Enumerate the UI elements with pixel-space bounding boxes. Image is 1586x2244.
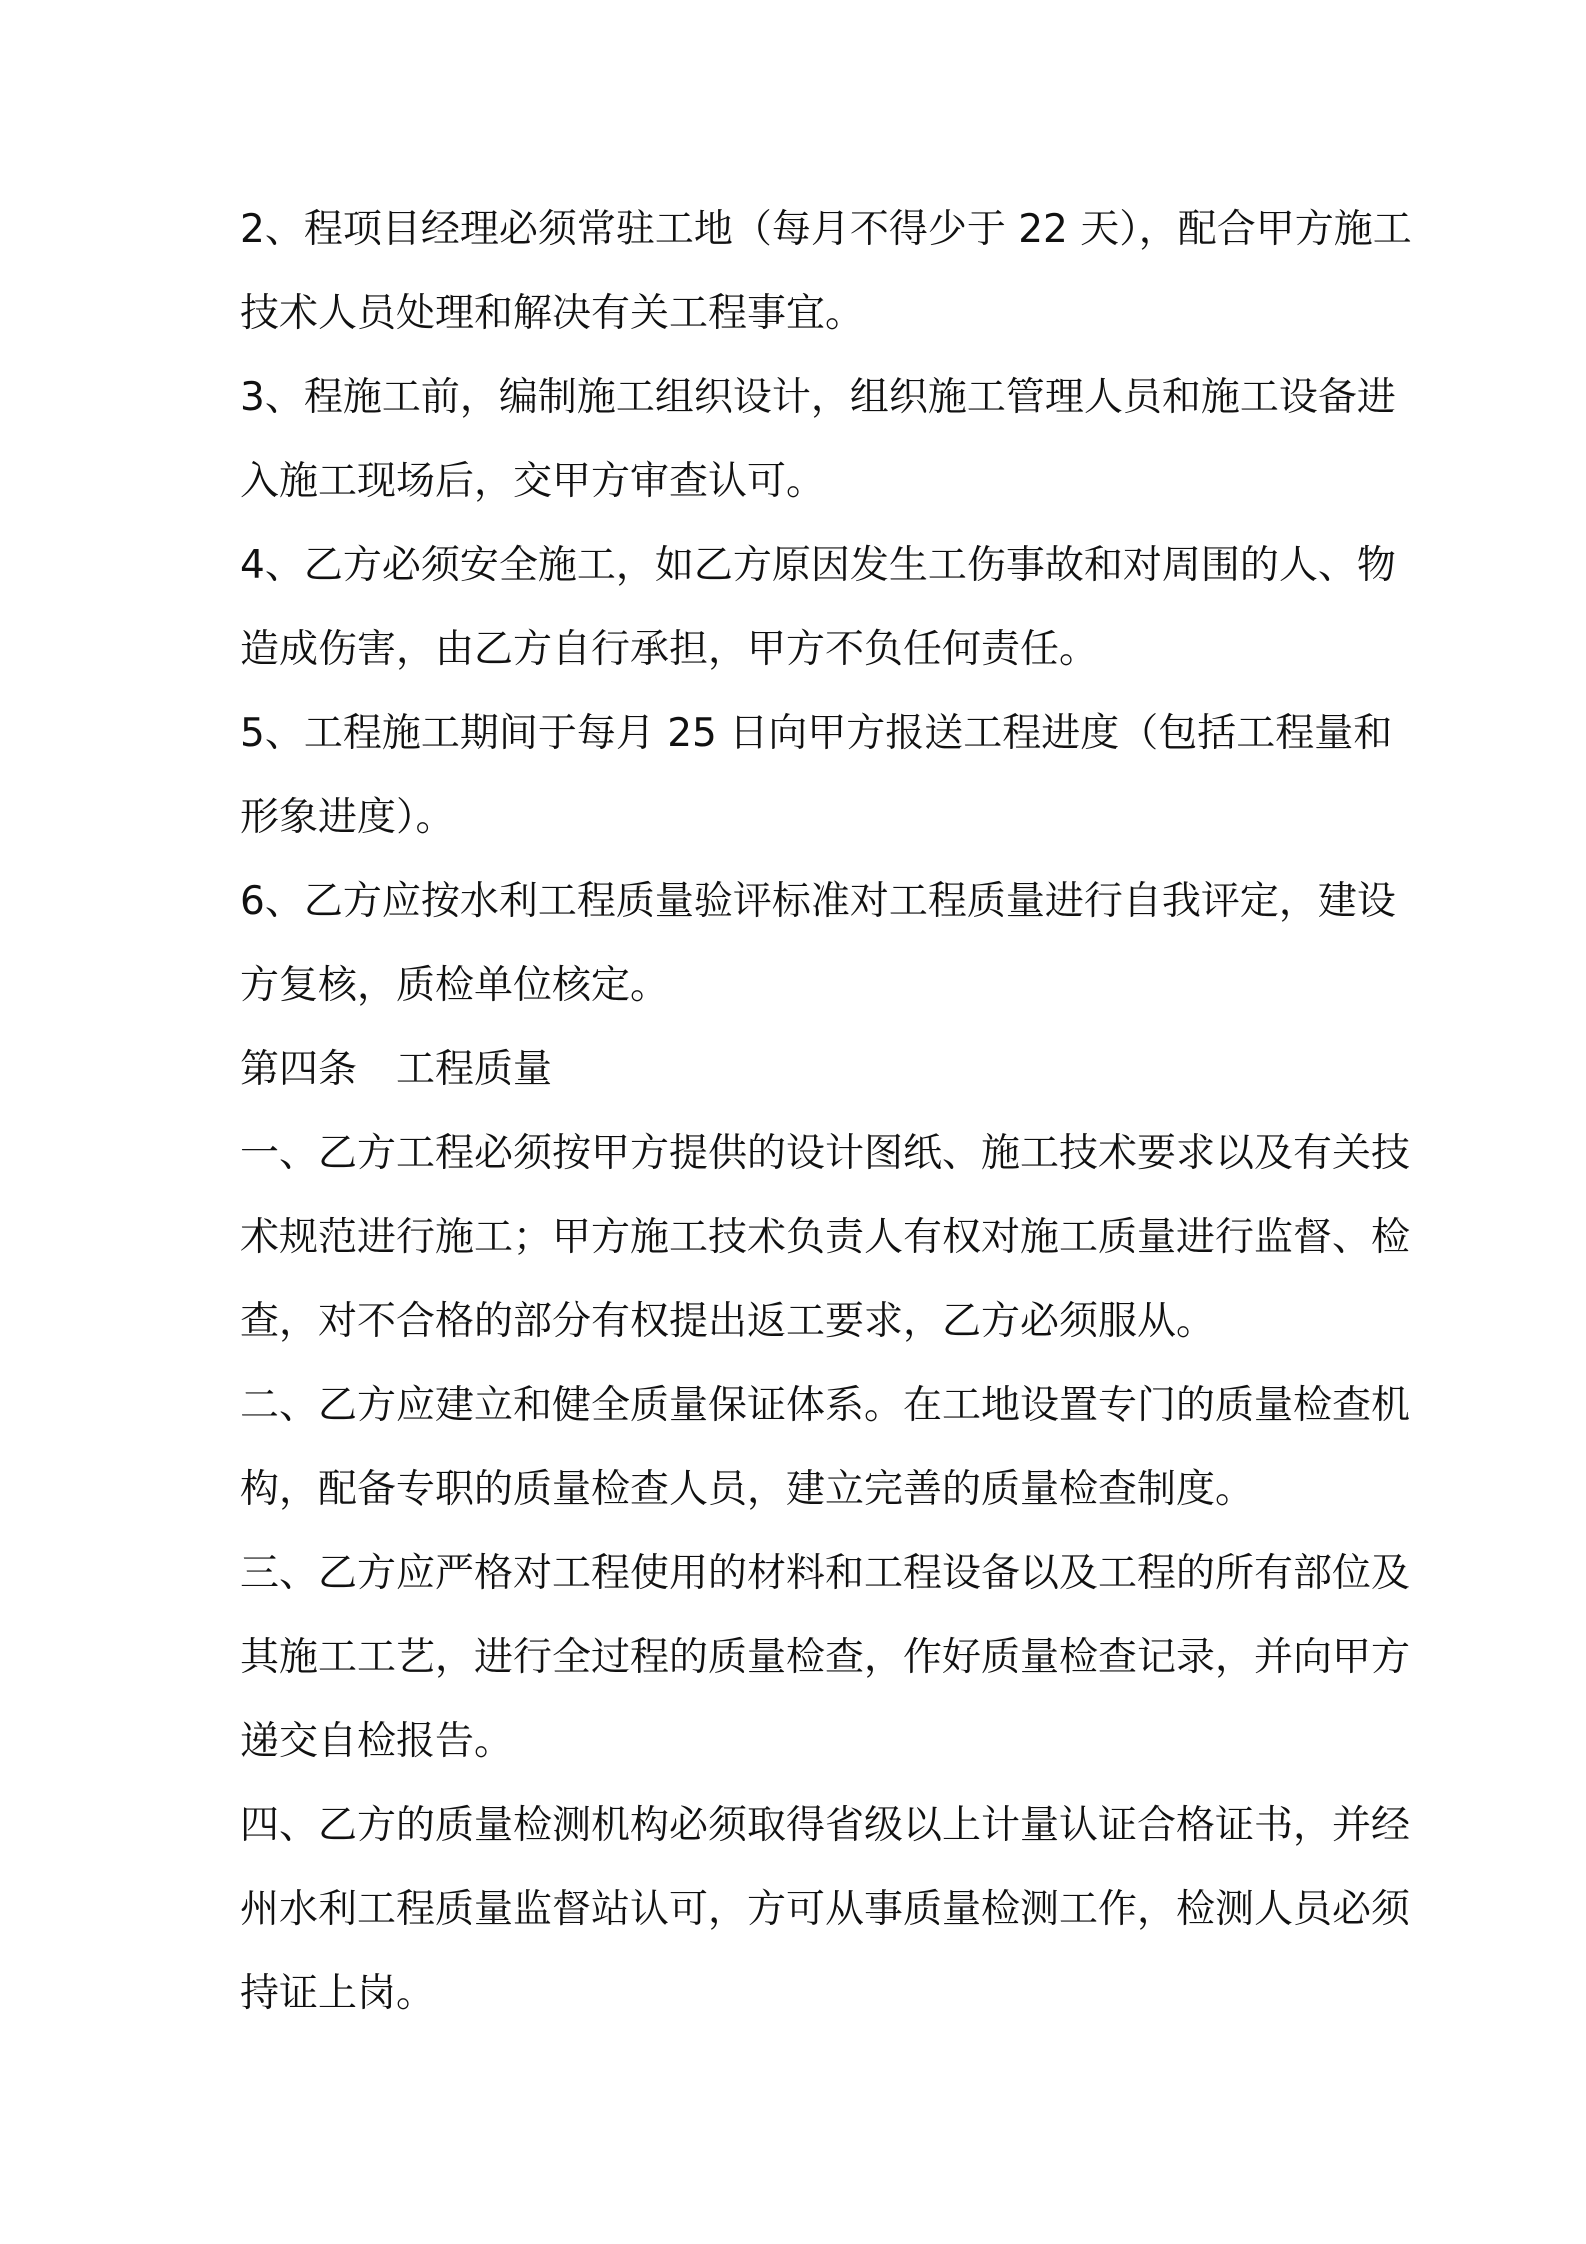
text-line: 技术人员处理和解决有关工程事宜。	[240, 291, 865, 336]
text-line: 2、程项目经理必须常驻工地（每月不得少于 22 天），配合甲方施工	[240, 207, 1412, 252]
section-heading: 第四条 工程质量	[240, 1047, 553, 1092]
text-line: 一、乙方工程必须按甲方提供的设计图纸、施工技术要求以及有关技	[240, 1131, 1411, 1176]
text-line: 方复核，质检单位核定。	[240, 963, 670, 1008]
text-line: 5、工程施工期间于每月 25 日向甲方报送工程进度（包括工程量和	[240, 711, 1393, 756]
text-line: 递交自检报告。	[240, 1719, 514, 1764]
text-line: 入施工现场后，交甲方审查认可。	[240, 459, 826, 504]
document-body	[240, 188, 1412, 2036]
text-line: 持证上岗。	[240, 1971, 436, 2016]
text-line: 4、乙方必须安全施工，如乙方原因发生工伤事故和对周围的人、物	[240, 543, 1396, 588]
text-line: 构，配备专职的质量检查人员，建立完善的质量检查制度。	[240, 1467, 1255, 1512]
text-line: 四、乙方的质量检测机构必须取得省级以上计量认证合格证书，并经	[240, 1803, 1411, 1848]
text-line: 术规范进行施工；甲方施工技术负责人有权对施工质量进行监督、检	[240, 1215, 1411, 1260]
text-line: 其施工工艺，进行全过程的质量检查，作好质量检查记录，并向甲方	[240, 1635, 1411, 1680]
text-line: 二、乙方应建立和健全质量保证体系。在工地设置专门的质量检查机	[240, 1383, 1411, 1428]
text-line: 形象进度）。	[240, 795, 455, 840]
text-line: 6、乙方应按水利工程质量验评标准对工程质量进行自我评定，建设	[240, 879, 1396, 924]
text-line: 三、乙方应严格对工程使用的材料和工程设备以及工程的所有部位及	[240, 1551, 1411, 1596]
text-line: 3、程施工前，编制施工组织设计，组织施工管理人员和施工设备进	[240, 375, 1396, 420]
text-line: 造成伤害，由乙方自行承担，甲方不负任何责任。	[240, 627, 1099, 672]
text-line: 查，对不合格的部分有权提出返工要求，乙方必须服从。	[240, 1299, 1216, 1344]
text-line: 州水利工程质量监督站认可，方可从事质量检测工作，检测人员必须	[240, 1887, 1411, 1932]
